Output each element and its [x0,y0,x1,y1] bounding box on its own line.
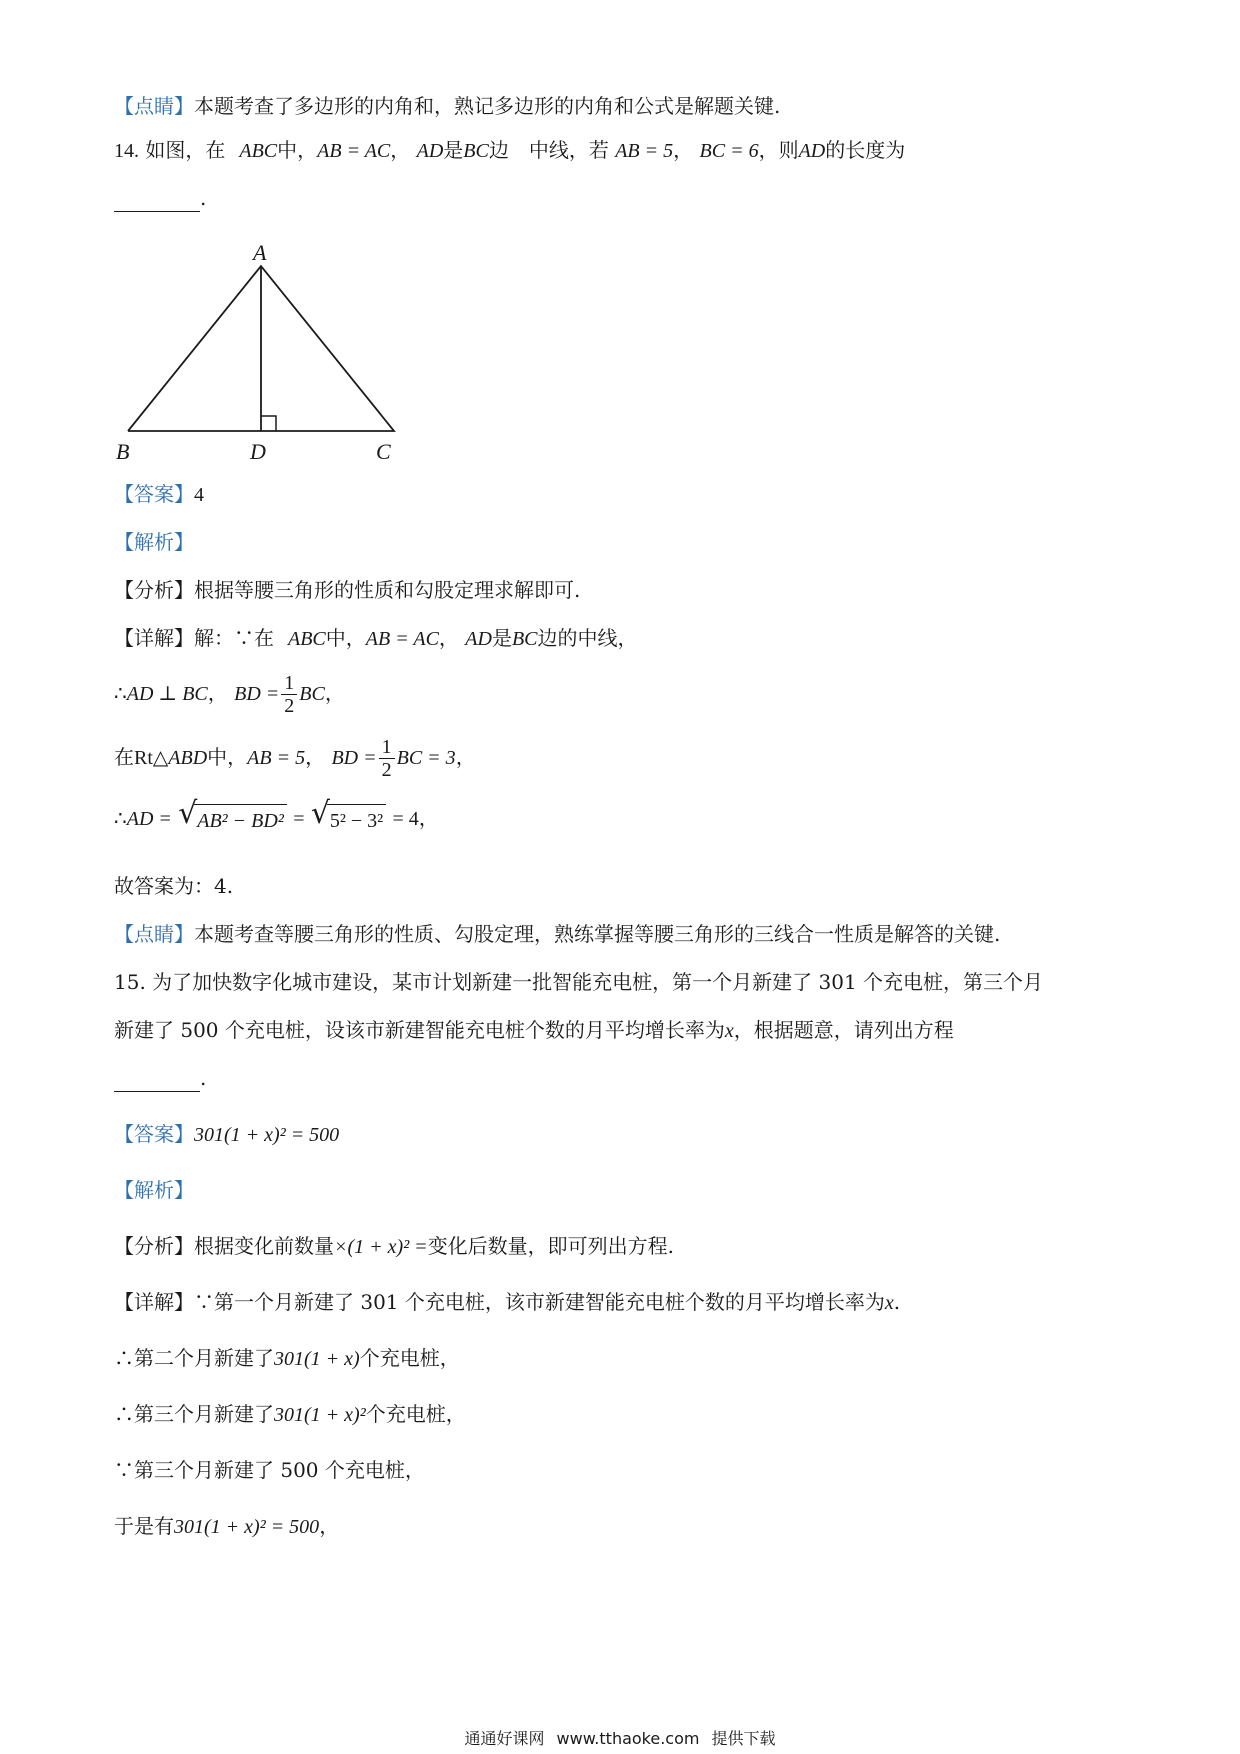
question-15-line2: 新建了 500 个充电桩，设该市新建智能充电桩个数的月平均增长率为x，根据题意，请列出方程 [114,1018,954,1042]
dianjing-text: 本题考查了多边形的内角和，熟记多边形的内角和公式是解题关键. [194,94,781,118]
fraction-half: $\frac{1}{2}$ [379,736,395,781]
label-a: A [253,240,267,265]
triangle-figure [100,240,420,470]
dianjing-tag: 【点睛】 [114,94,194,118]
answer-blank-15: . [114,1064,206,1092]
question-14: 14. 如图，在 ABC中，AB = AC， AD是BC边 中线，若 AB = 5， BC = 6，则AD的长度为 [114,138,906,162]
answer-14: 【答案】4 [114,482,204,506]
page-footer [0,1726,1240,1749]
answer-15: 【答案】301(1 + x)² = 500 [114,1122,340,1146]
note-13 [114,92,780,120]
step-ad-perp: ∴AD ⊥ BC， BD = $\frac{1}{2}$ BC， [114,672,345,717]
detail-15: 【详解】∵第一个月新建了 301 个充电桩，该市新建智能充电桩个数的月平均增长率为x. [114,1290,901,1314]
step-given: ∵第三个月新建了 500 个充电桩， [114,1458,425,1482]
label-b: B [116,439,130,464]
step-month-2: ∴第二个月新建了301(1 + x)个充电桩， [114,1346,460,1370]
step-rt-triangle: 在Rt△ABD中，AB = 5， BD = $\frac{1}{2}$ BC = 3， [114,736,476,781]
step-month-3: ∴第三个月新建了301(1 + x)²个充电桩， [114,1402,466,1426]
conclusion-14: 故答案为：4. [114,874,234,898]
analysis-14: 【解析】 [114,530,194,554]
blank-line [114,193,200,212]
dianjing-14: 【点睛】本题考查等腰三角形的性质、勾股定理，熟练掌握等腰三角形的三线合一性质是解答的关键. [114,922,1001,946]
fenxi-14: 【分析】根据等腰三角形的性质和勾股定理求解即可. [114,578,581,602]
analysis-15: 【解析】 [114,1178,194,1202]
footer-note: 提供下载 [711,1729,776,1748]
sqrt-expression: √ AB² − BD² [178,804,287,835]
step-equation: 于是有301(1 + x)² = 500， [114,1514,340,1538]
footer-site: 通通好课网 [464,1729,545,1748]
fraction-half: $\frac{1}{2}$ [281,672,297,717]
fenxi-15: 【分析】根据变化前数量×(1 + x)² =变化后数量，即可列出方程. [114,1234,675,1258]
detail-14: 【详解】解：∵在 ABC中，AB = AC， AD是BC边的中线， [114,626,638,650]
label-d: D [250,439,266,464]
label-c: C [376,439,391,464]
answer-blank-14: . [114,184,206,212]
right-angle-mark [261,416,276,431]
footer-url[interactable]: www.tthaoke.com [556,1729,700,1748]
step-pythagoras: ∴AD = √ AB² − BD² = √ 5² − 3² = 4， [114,804,439,835]
blank-line [114,1073,200,1092]
question-15-line1: 15. 为了加快数字化城市建设，某市计划新建一批智能充电桩，第一个月新建了 301 个充电桩，第三个月 [114,970,1044,994]
sqrt-expression: √ 5² − 3² [311,804,386,835]
